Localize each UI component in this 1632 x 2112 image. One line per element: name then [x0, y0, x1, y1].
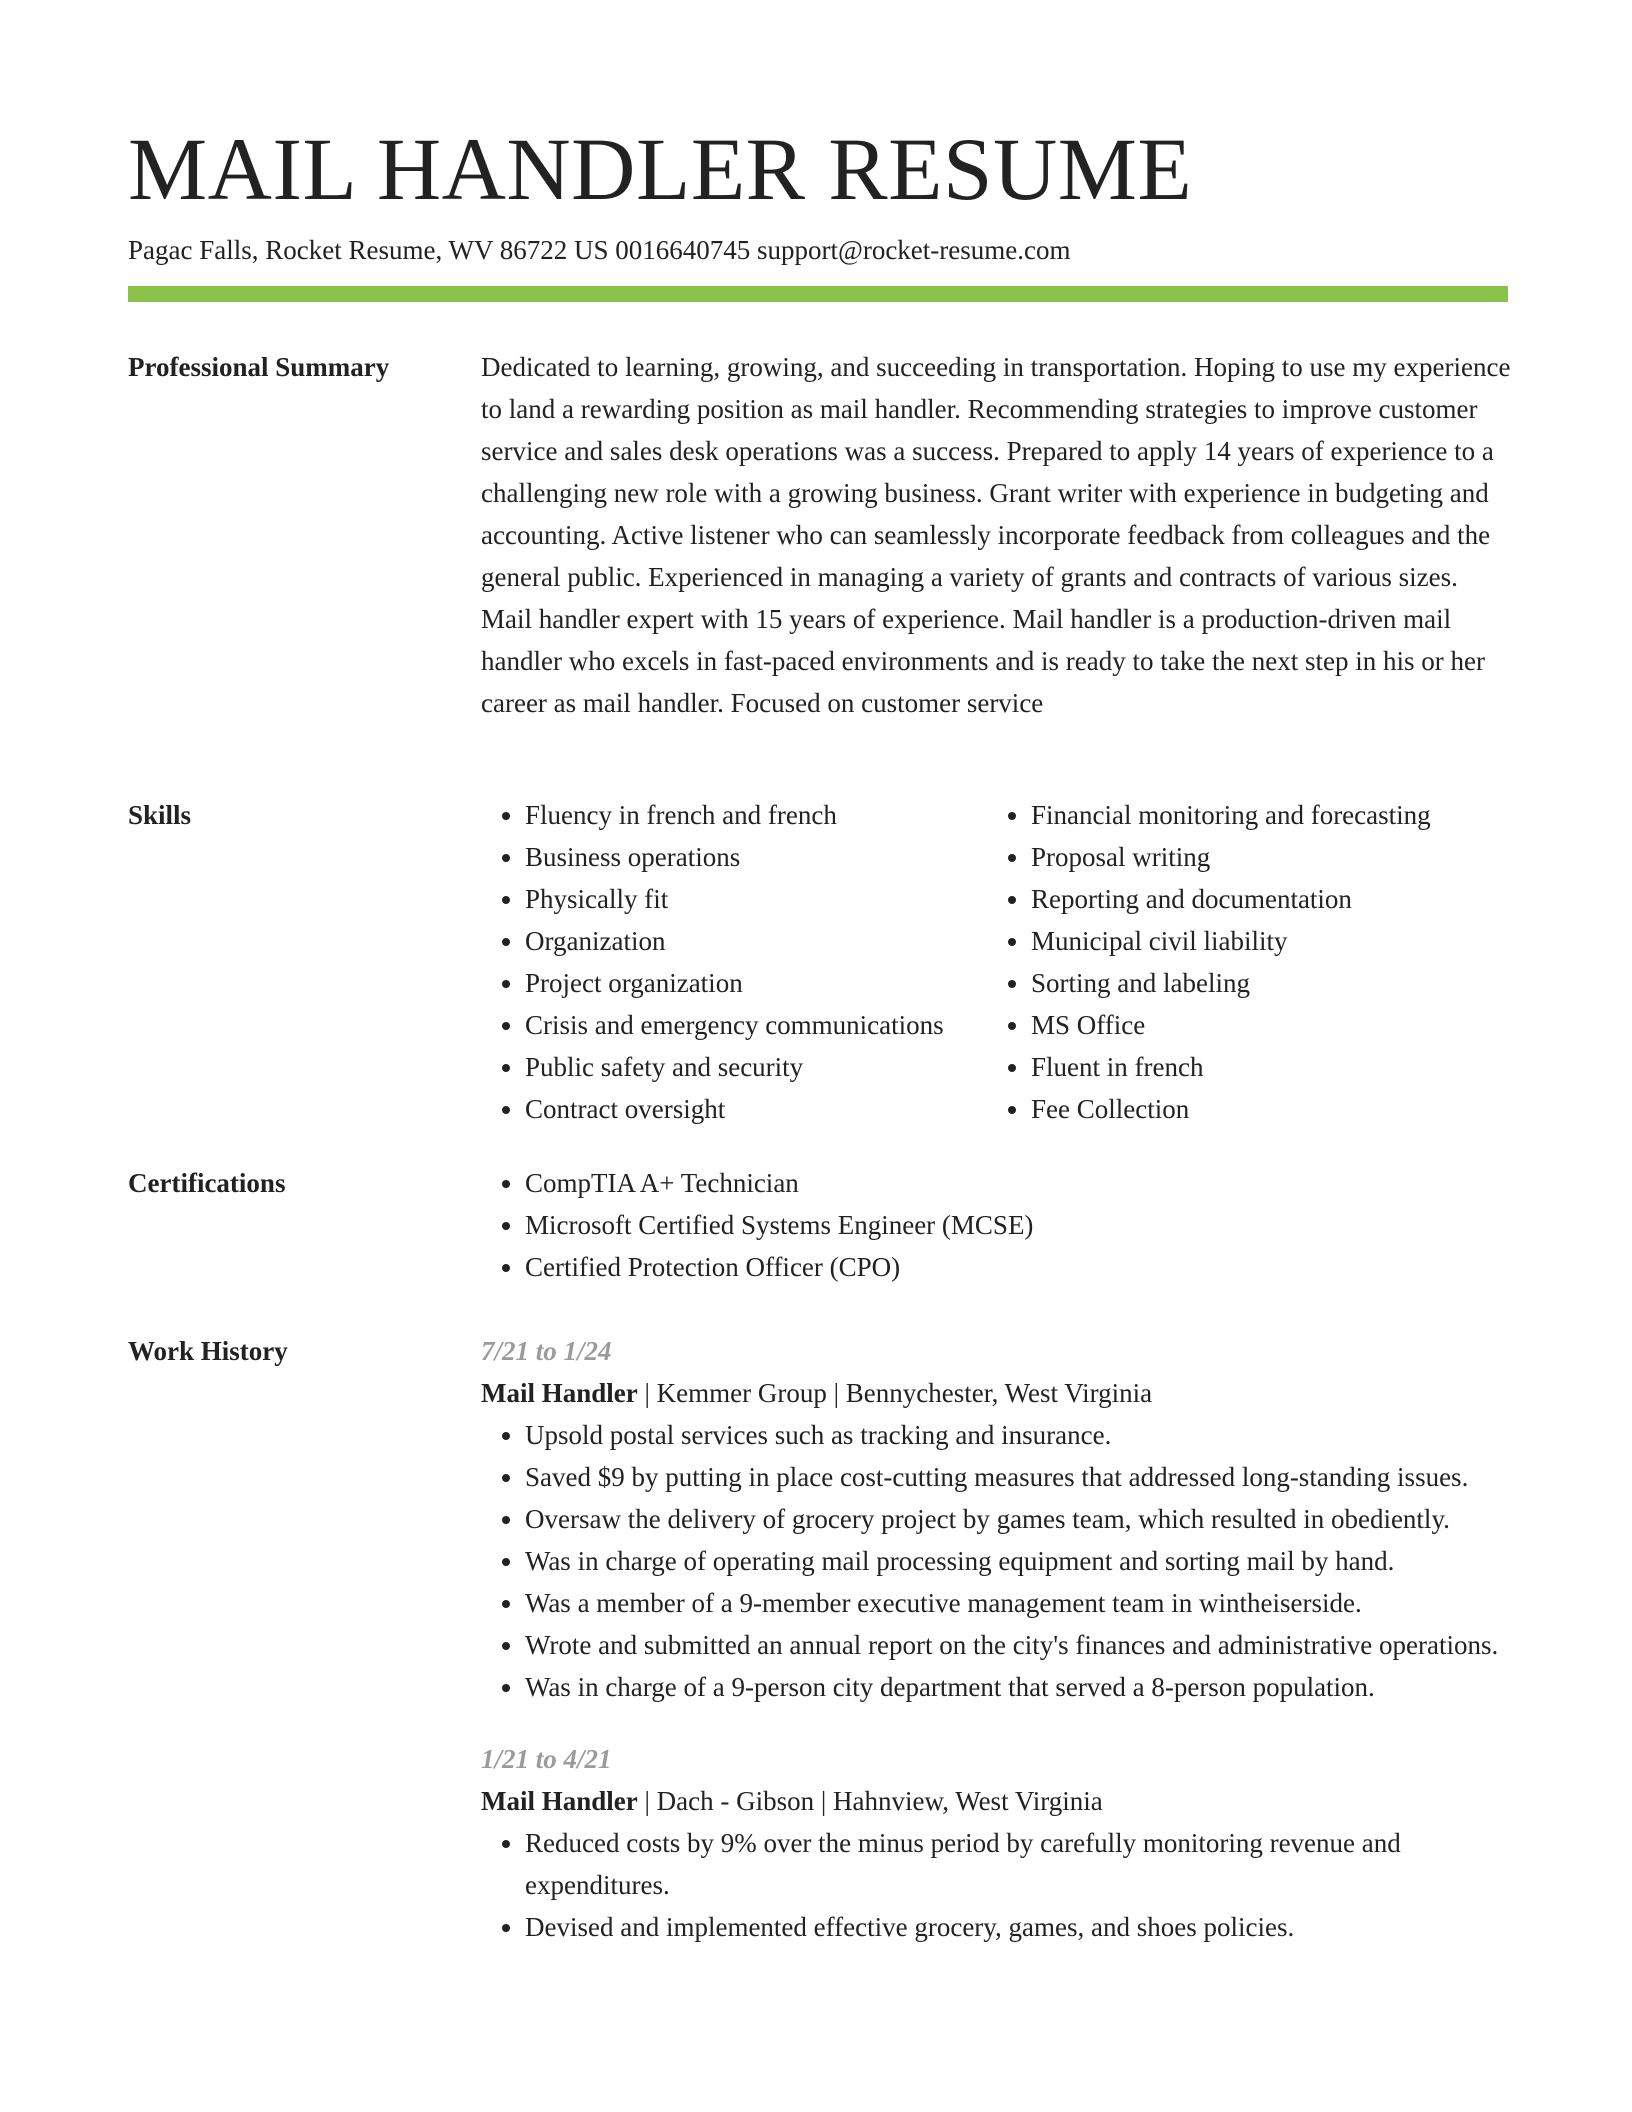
skills-columns	[481, 794, 1511, 1130]
skill-item: • Fee Collection	[1031, 1088, 1551, 1130]
job-title: Mail Handler	[481, 1378, 638, 1408]
work-history-body	[481, 1330, 1511, 1948]
certifications-body	[481, 1162, 1511, 1288]
job-bullet: • Wrote and submitted an annual report on the city's finances and administrative operations.	[525, 1624, 1511, 1666]
skills-body	[481, 794, 1511, 1130]
job-entry	[481, 1330, 1511, 1708]
skill-item: • Financial monitoring and forecasting	[1031, 794, 1551, 836]
job-entry	[481, 1738, 1511, 1948]
section-label-work-history: Work History	[128, 1336, 288, 1366]
skill-item: • Contract oversight	[525, 1088, 987, 1130]
job-bullet: • Oversaw the delivery of grocery project by games team, which resulted in obediently.	[525, 1498, 1511, 1540]
job-bullet: • Upsold postal services such as tracking and insurance.	[525, 1414, 1511, 1456]
skill-item: • Physically fit	[525, 878, 987, 920]
summary-text: Dedicated to learning, growing, and succeeding in transportation. Hoping to use my experience to land a rewarding position as mail handler. Recommending strategies to improve customer service and sales desk operations was a success. Prepared to apply 14 years of experience to a challenging new role with a growing business. Grant writer with experience in budgeting and accounting. Active listener who can seamlessly incorporate feedback from colleagues and the general public. Experienced in managing a variety of grants and contracts of various sizes. Mail handler expert with 15 years of experience. Mail handler is a production-driven mail handler who excels in fast-paced environments and is ready to take the next step in his or her career as mail handler. Focused on customer service	[481, 352, 1511, 718]
job-bullet: • Was a member of a 9-member executive management team in wintheiserside.	[525, 1582, 1511, 1624]
job-bullets	[481, 1822, 1511, 1948]
job-title-line	[481, 1780, 1511, 1822]
job-bullet: • Reduced costs by 9% over the minus period by carefully monitoring revenue and expenditures.	[525, 1822, 1511, 1906]
resume-title: MAIL HANDLER RESUME	[128, 121, 1193, 219]
skill-item: • Fluency in french and french	[525, 794, 987, 836]
job-bullets	[481, 1414, 1511, 1708]
job-title: Mail Handler	[481, 1786, 638, 1816]
skill-item: • Crisis and emergency communications	[525, 1004, 987, 1046]
section-label-skills: Skills	[128, 800, 192, 830]
job-bullet: • Devised and implemented effective grocery, games, and shoes policies.	[525, 1906, 1511, 1948]
job-dates: 1/21 to 4/21	[481, 1744, 612, 1774]
skill-item: • Organization	[525, 920, 987, 962]
skill-item: • Fluent in french	[1031, 1046, 1551, 1088]
certifications-list	[481, 1162, 1511, 1288]
skill-item: • Reporting and documentation	[1031, 878, 1551, 920]
summary-body	[481, 346, 1511, 724]
skill-item: • Business operations	[525, 836, 987, 878]
certification-item: • Certified Protection Officer (CPO)	[525, 1246, 1511, 1288]
job-bullet: • Saved $9 by putting in place cost-cutting measures that addressed long-standing issues.	[525, 1456, 1511, 1498]
skill-item: • MS Office	[1031, 1004, 1551, 1046]
resume-header	[128, 118, 1508, 268]
job-bullet: • Was in charge of operating mail processing equipment and sorting mail by hand.	[525, 1540, 1511, 1582]
skills-list-left	[481, 794, 987, 1130]
job-employer-location: | Kemmer Group | Bennychester, West Virginia	[637, 1378, 1153, 1408]
section-label-certifications: Certifications	[128, 1168, 286, 1198]
certification-item: • Microsoft Certified Systems Engineer (MCSE)	[525, 1204, 1511, 1246]
skill-item: • Project organization	[525, 962, 987, 1004]
accent-divider	[128, 286, 1508, 302]
skill-item: • Municipal civil liability	[1031, 920, 1551, 962]
section-label-summary: Professional Summary	[128, 352, 390, 382]
job-bullet: • Was in charge of a 9-person city department that served a 8-person population.	[525, 1666, 1511, 1708]
skill-item: • Public safety and security	[525, 1046, 987, 1088]
job-title-line	[481, 1372, 1511, 1414]
job-employer-location: | Dach - Gibson | Hahnview, West Virginia	[637, 1786, 1103, 1816]
job-dates: 7/21 to 1/24	[481, 1336, 612, 1366]
skill-item: • Sorting and labeling	[1031, 962, 1551, 1004]
certification-item: • CompTIA A+ Technician	[525, 1162, 1511, 1204]
skills-list-right	[987, 794, 1551, 1130]
contact-line: Pagac Falls, Rocket Resume, WV 86722 US 0016640745 support@rocket-resume.com	[128, 235, 1071, 265]
skill-item: • Proposal writing	[1031, 836, 1551, 878]
